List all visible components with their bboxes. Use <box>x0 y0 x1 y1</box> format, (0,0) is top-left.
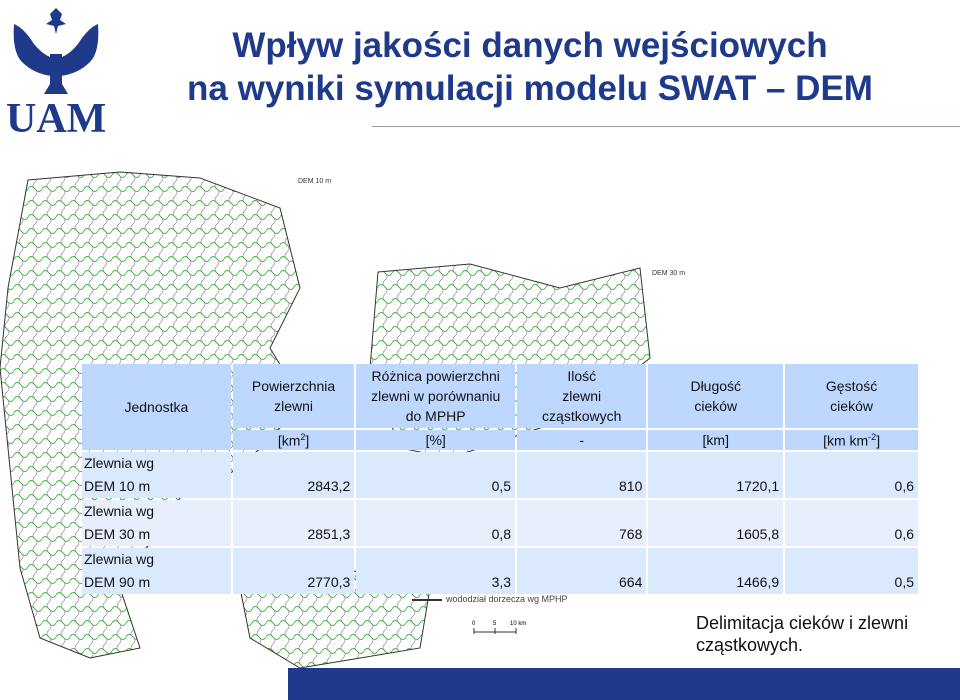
row-label: Zlewnia wg DEM 90 m <box>82 548 231 594</box>
cell-count: 664 <box>517 548 646 594</box>
scale-0: 0 <box>472 621 476 627</box>
map-label-30m: DEM 30 m <box>652 270 686 277</box>
uam-eagle-logo <box>4 4 108 136</box>
cell-length: 1605,8 <box>648 500 783 546</box>
unit-area: $[km^2]$ <box>233 430 355 450</box>
cell-area: 2851,3 <box>233 500 355 546</box>
table-header-row <box>82 364 918 428</box>
results-table <box>80 362 920 596</box>
unit-length: [km] <box>648 430 783 450</box>
title-line-2: na wyniki symulacji modelu SWAT – DEM <box>187 69 873 108</box>
scale-5: 5 <box>493 621 497 627</box>
table-row <box>82 548 918 594</box>
unit-count: - <box>517 430 646 450</box>
title-divider <box>372 126 960 127</box>
map-label-10m: DEM 10 m <box>298 178 332 185</box>
header-density: Gęstość cieków <box>785 364 918 428</box>
cell-length: 1720,1 <box>648 452 783 498</box>
map-legend: wododział dorzecza wg MPHP <box>446 594 568 604</box>
figure-caption: Delimitacja cieków i zlewni cząstkowych. <box>696 613 909 655</box>
svg-text:UAM: UAM <box>6 96 107 136</box>
scale-10: 10 km <box>510 621 527 627</box>
cell-area: 2770,3 <box>233 548 355 594</box>
header-length: Długość cieków <box>648 364 783 428</box>
table-row <box>82 500 918 546</box>
cell-density: 0,6 <box>785 500 918 546</box>
header-count: Ilość zlewni cząstkowych <box>517 364 646 428</box>
title-line-1: Wpływ jakości danych wejściowych <box>232 26 828 65</box>
cell-diff: 0,8 <box>356 500 515 546</box>
header-unit: Jednostka <box>82 364 231 450</box>
cell-count: 810 <box>517 452 646 498</box>
cell-area: 2843,2 <box>233 452 355 498</box>
cell-density: 0,5 <box>785 548 918 594</box>
scale-bar <box>470 618 550 638</box>
unit-density: [km $km^{-2}$] <box>785 430 918 450</box>
header-area: Powierzchnia zlewni <box>233 364 355 428</box>
cell-diff: 0,5 <box>356 452 515 498</box>
header-diff: Różnica powierzchni zlewni w porównaniu do MPHP <box>356 364 515 428</box>
cell-density: 0,6 <box>785 452 918 498</box>
footer-bar <box>288 668 960 700</box>
unit-diff: [%] <box>356 430 515 450</box>
legend-line <box>412 598 442 602</box>
cell-count: 768 <box>517 500 646 546</box>
table-row <box>82 452 918 498</box>
row-label: Zlewnia wg DEM 10 m <box>82 452 231 498</box>
row-label: Zlewnia wg DEM 30 m <box>82 500 231 546</box>
page-title <box>130 24 930 110</box>
cell-diff: 3,3 <box>356 548 515 594</box>
cell-length: 1466,9 <box>648 548 783 594</box>
